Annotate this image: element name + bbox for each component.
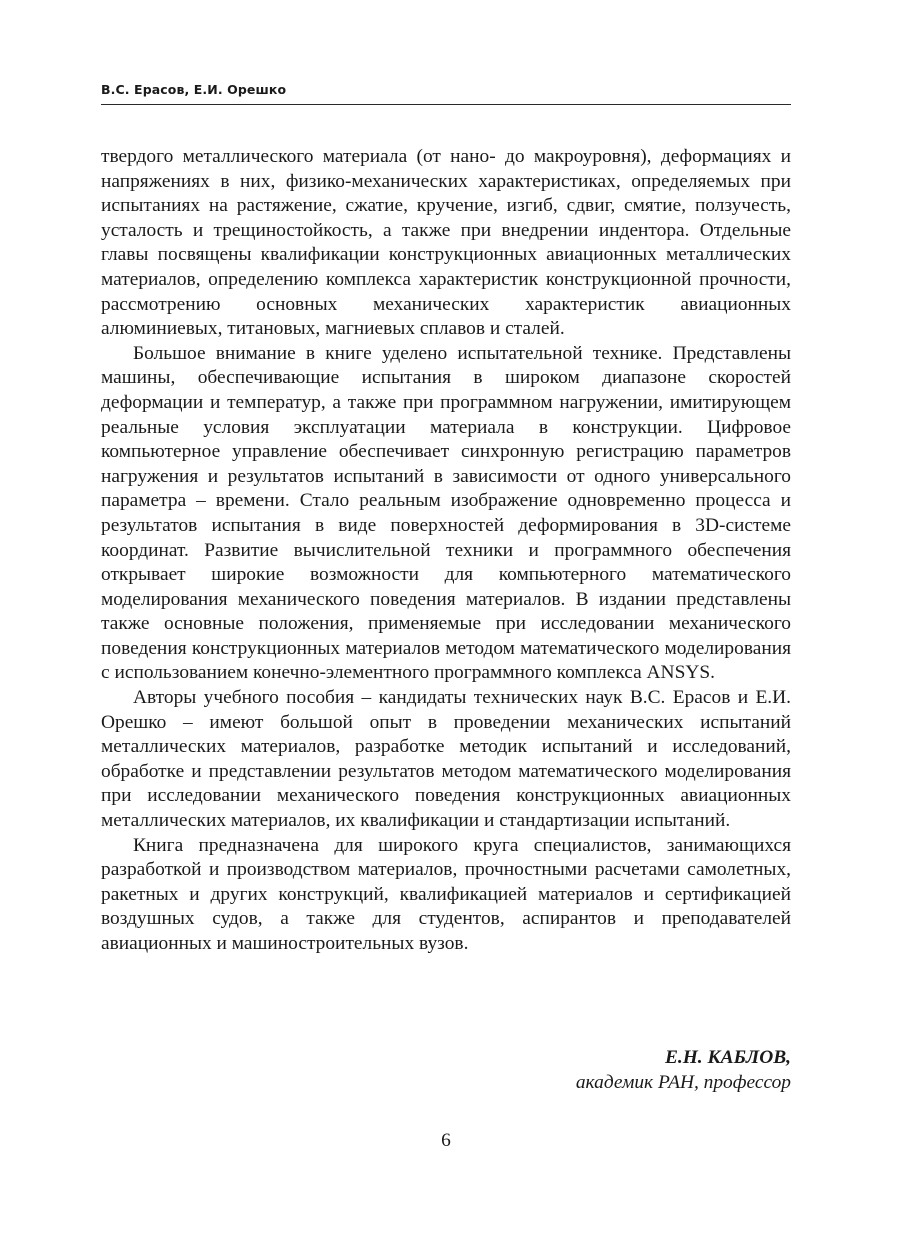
running-head-authors: В.С. Ерасов, Е.И. Орешко [101,82,287,97]
body-text [101,145,791,957]
paragraph-testing-equipment: Большое внимание в книге уделено испытательной технике. Представлены машины, обеспечивающие испытания в широком диапазоне скоростей деформации и температур, а также при программном нагружении, имитирующем реальные условия эксплуатации материала в конструкции. Цифровое компьютерное управление обеспечивает синхронную регистрацию параметров нагружения и результатов испытаний в зависимости от одного универсального параметра – времени. Стало реальным изображение одновременно процесса и результатов испытания в виде поверхностей деформирования в 3D-системе координат. Развитие вычислительной техники и программного обеспечения открывает широкие возможности для компьютерного математического моделирования механического поведения материалов. В издании представлены также основные положения, применяемые при исследовании механического поведения конструкционных материалов методом математического моделирования с использованием конечно-элементного программного комплекса ANSYS. [101,342,791,684]
header-rule [101,104,791,105]
signature-block [576,1045,791,1095]
paragraph-continued: твердого металлического материала (от нано- до макроуровня), деформациях и напряжениях в них, физико-механических характеристиках, определяемых при испытаниях на растяжение, сжатие, кручение, изгиб, сдвиг, смятие, ползучесть, усталость и трещиностойкость, а также при внедрении индентора. Отдельные главы посвящены квалификации конструкционных авиационных металлических материалов, определению комплекса характеристик конструкционной прочности, рассмотрению основных механических характеристик авиационных алюминиевых, титановых, магниевых сплавов и сталей. [101,146,791,340]
signature-title: академик РАН, профессор [575,1072,791,1093]
page-number: 6 [441,1130,451,1151]
paragraph-authors: Авторы учебного пособия – кандидаты технических наук В.С. Ерасов и Е.И. Орешко – имеют большой опыт в проведении механических испытаний металлических материалов, разработке методик испытаний и исследований, обработке и представлении результатов методом математического моделирования при исследовании механического поведения конструкционных авиационных металлических материалов, их квалификации и стандартизации испытаний. [101,687,791,832]
paragraph-audience: Книга предназначена для широкого круга специалистов, занимающихся разработкой и производством материалов, прочностными расчетами самолетных, ракетных и других конструкций, квалификацией материалов и сертификацией воздушных судов, а также для студентов, аспирантов и преподавателей авиационных и машиностроительных вузов. [101,834,791,954]
signature-name: Е.Н. КАБЛОВ, [664,1047,791,1068]
